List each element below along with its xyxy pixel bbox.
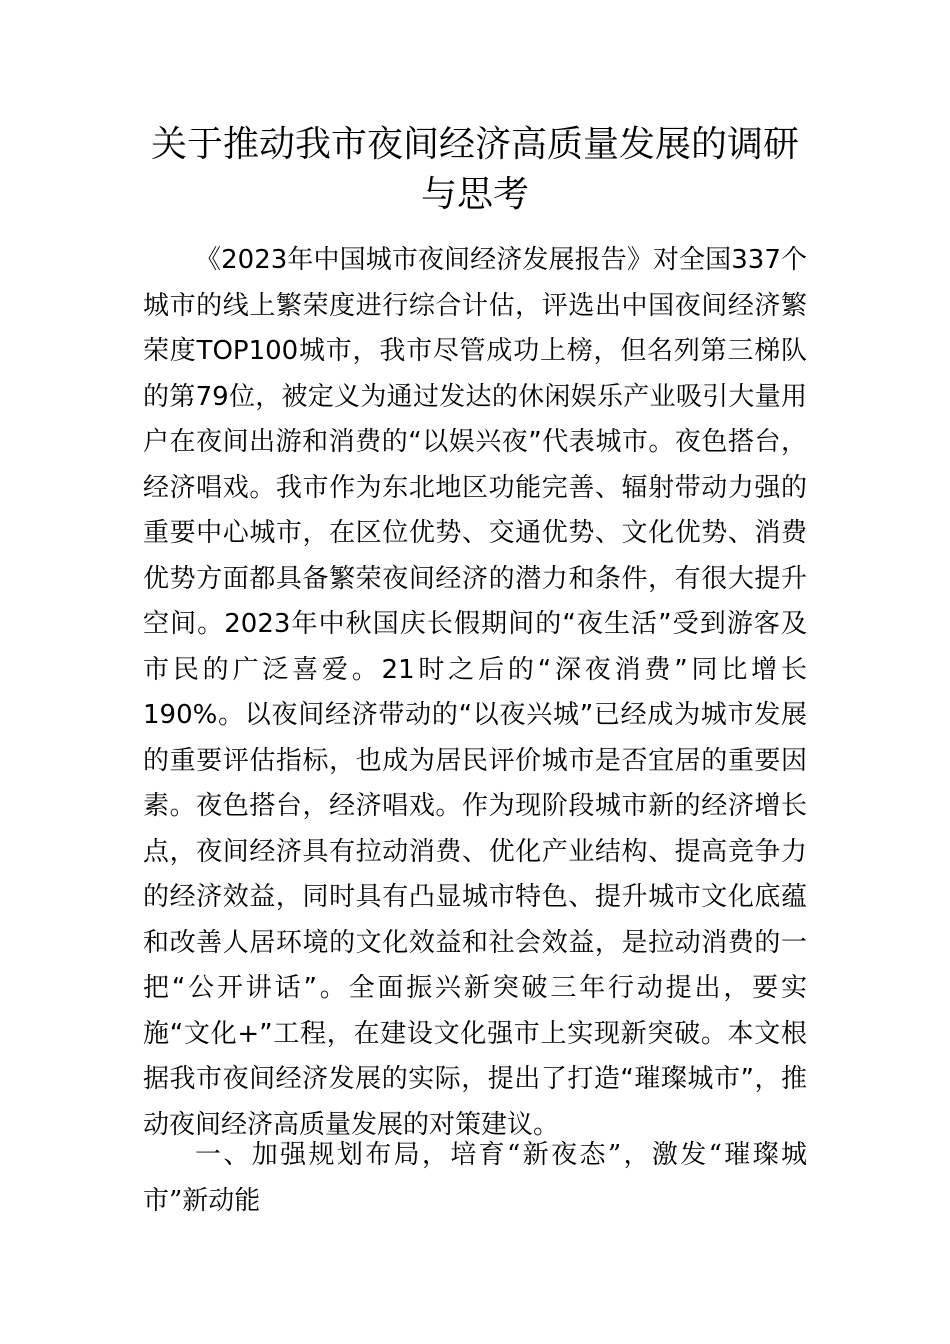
section-heading: 一、加强规划布局，培育“新夜态”，激发“璀璨城市”新动能 (143, 1140, 807, 1216)
document-title: 关于推动我市夜间经济高质量发展的调研与思考 (150, 124, 799, 215)
body-paragraph: 《2023年中国城市夜间经济发展报告》对全国337个城市的线上繁荣度进行综合计估，评选出中国夜间经济繁荣度TOP100城市，我市尽管成功上榜，但名列第三梯队的第79位，被定义为通过发达的休闲娱乐产业吸引大量用户在夜间出游和消费的“以娱兴夜”代表城市。夜色搭台，经济唱戏。我市作为东北地区功能完善、辐射带动力强的重要中心城市，在区位优势、交通优势、文化优势、消费优势方面都具备繁荣夜间经济的潜力和条件，有很大提升空间。2023年中秋国庆长假期间的“夜生活”受到游客及市民的广泛喜爱。21时之后的“深夜消费”同比增长190%。以夜间经济带动的“以夜兴城”已经成为城市发展的重要评估指标，也成为居民评价城市是否宜居的重要因素。夜色搭台，经济唱戏。作为现阶段城市新的经济增长点，夜间经济具有拉动消费、优化产业结构、提高竞争力的经济效益，同时具有凸显城市特色、提升城市文化底蕴和改善人居环境的文化效益和社会效益，是拉动消费的一把“公开讲话”。全面振兴新突破三年行动提出，要实施“文化+”工程，在建设文化强市上实现新突破。本文根据我市夜间经济发展的实际，提出了打造“璀璨城市”，推动夜间经济高质量发展的对策建议。 (143, 245, 807, 1140)
